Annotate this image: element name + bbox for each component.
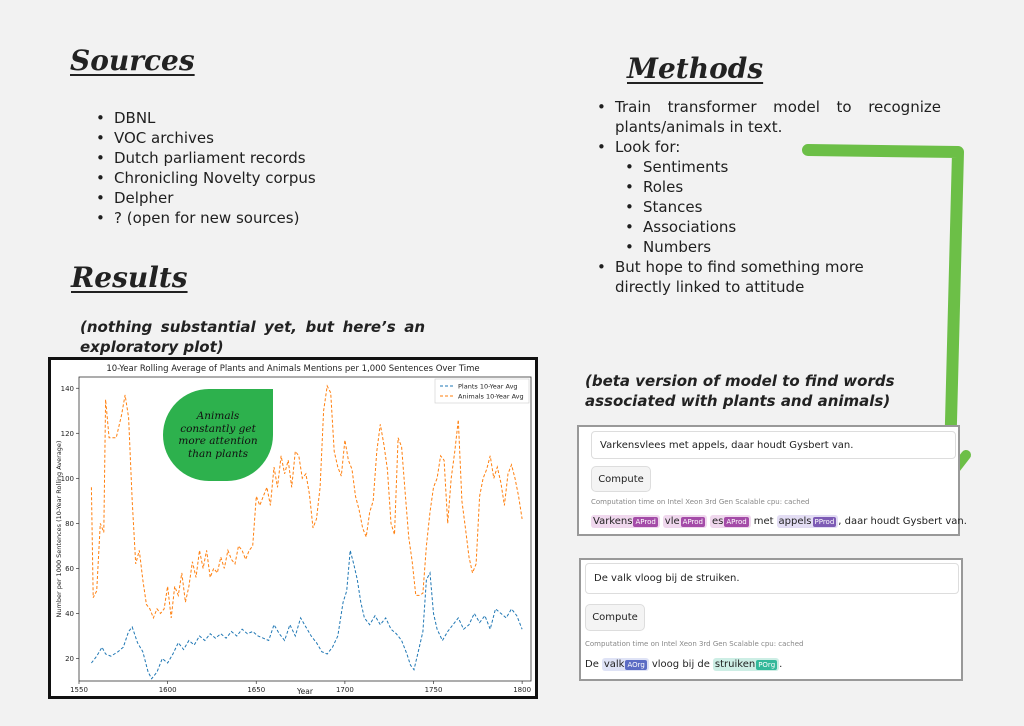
- y-tick-label: 40: [65, 609, 74, 618]
- animals-callout: [163, 389, 273, 481]
- list-item: • Dutch parliament records: [92, 148, 316, 168]
- plain-text: met: [753, 516, 774, 527]
- token: [663, 515, 707, 528]
- plants-series-line: [91, 550, 522, 678]
- method-hope-text: But hope to find something more directly linked to attitude: [615, 258, 864, 296]
- legend-plants-label: Plants 10-Year Avg: [458, 382, 518, 391]
- token: [591, 515, 660, 528]
- x-tick-label: 1750: [424, 686, 443, 694]
- token-word: Varkens: [593, 516, 633, 527]
- methods-heading: Methods: [627, 52, 764, 85]
- beta-note: (beta version of model to find words associated with plants and animals): [585, 372, 895, 410]
- token-tag: AProd: [726, 518, 747, 526]
- token-word: es: [712, 516, 724, 527]
- token-tag: AOrg: [627, 661, 645, 669]
- token-word: appels: [778, 516, 812, 527]
- x-tick-label: 1800: [513, 686, 532, 694]
- legend-animals-label: Animals 10-Year Avg: [458, 392, 524, 401]
- list-item: • Stances: [615, 197, 941, 217]
- y-tick-label: 20: [65, 654, 74, 663]
- token-tag: POrg: [758, 661, 776, 669]
- method-look-text: Look for:: [615, 138, 681, 156]
- line-chart: [51, 360, 535, 696]
- y-tick-label: 140: [60, 384, 74, 393]
- x-tick-label: 1550: [70, 686, 88, 694]
- plain-text: De: [585, 659, 599, 670]
- list-item: [593, 97, 941, 137]
- plain-text: vloog bij de: [651, 659, 710, 670]
- chart-title: 10-Year Rolling Average of Plants and Animals Mentions per 1,000 Sentences Over Time: [106, 364, 480, 374]
- x-tick-label: 1600: [158, 686, 177, 694]
- plot-area: [79, 377, 531, 681]
- token: [777, 515, 839, 528]
- y-tick-label: 60: [65, 564, 74, 573]
- token-tag: AProd: [682, 518, 703, 526]
- results-heading: Results: [71, 261, 188, 294]
- y-tick-label: 80: [65, 519, 74, 528]
- chart-frame: [48, 357, 538, 699]
- list-item: • Sentiments: [615, 157, 941, 177]
- list-item: • Associations: [615, 217, 941, 237]
- y-axis-label: Number per 1000 Sentences (10-Year Rolling Average): [55, 440, 63, 618]
- token: [710, 515, 751, 528]
- token-word: valk: [603, 659, 625, 670]
- list-item: • Numbers: [615, 237, 941, 257]
- axis-ticks: [60, 382, 532, 694]
- demo-panel-1: [577, 425, 967, 536]
- demo2-compute-button[interactable]: Compute: [585, 604, 645, 631]
- demo1-output: [591, 515, 967, 528]
- plain-text: , daar houdt Gysbert van.: [838, 516, 967, 527]
- demo1-compute-button[interactable]: Compute: [591, 466, 651, 492]
- token-tag: PProd: [814, 518, 835, 526]
- method-train-text: Train transformer model to recognize plants/animals in text.: [615, 98, 941, 136]
- list-item: • Chronicling Novelty corpus: [92, 168, 316, 188]
- x-tick-label: 1650: [247, 686, 266, 694]
- list-item: • VOC archives: [92, 128, 316, 148]
- x-tick-label: 1700: [335, 686, 354, 694]
- token-word: struiken: [714, 659, 756, 670]
- y-tick-label: 120: [60, 429, 74, 438]
- y-tick-label: 100: [60, 474, 74, 483]
- demo1-text-input[interactable]: Varkensvlees met appels, daar houdt Gysbert van.: [591, 431, 956, 459]
- series-lines: [91, 386, 522, 679]
- animals-series-line: [91, 386, 522, 618]
- plain-text: .: [779, 659, 783, 670]
- list-item: • Roles: [615, 177, 941, 197]
- token: [602, 658, 649, 671]
- sources-list: [92, 108, 316, 228]
- demo2-text-input[interactable]: De valk vloog bij de struiken.: [585, 563, 959, 594]
- token-tag: AProd: [635, 518, 656, 526]
- list-item: • ? (open for new sources): [92, 208, 316, 228]
- demo2-computation-time: Computation time on Intel Xeon 3rd Gen Scalable cpu: cached: [585, 640, 804, 648]
- x-axis-label: Year: [297, 687, 313, 696]
- demo-panel-2: [579, 558, 963, 681]
- results-note: (nothing substantial yet, but here’s an exploratory plot): [80, 318, 425, 356]
- list-item: • DBNL: [92, 108, 316, 128]
- sources-heading: Sources: [70, 44, 195, 77]
- chart-legend: [435, 379, 529, 403]
- list-item: • Delpher: [92, 188, 316, 208]
- token-word: vle: [664, 516, 680, 527]
- demo1-computation-time: Computation time on Intel Xeon 3rd Gen Scalable cpu: cached: [591, 498, 810, 506]
- demo2-output: [585, 658, 782, 671]
- callout-text: Animals constantly get more attention than plants: [178, 410, 258, 460]
- token: [713, 658, 779, 671]
